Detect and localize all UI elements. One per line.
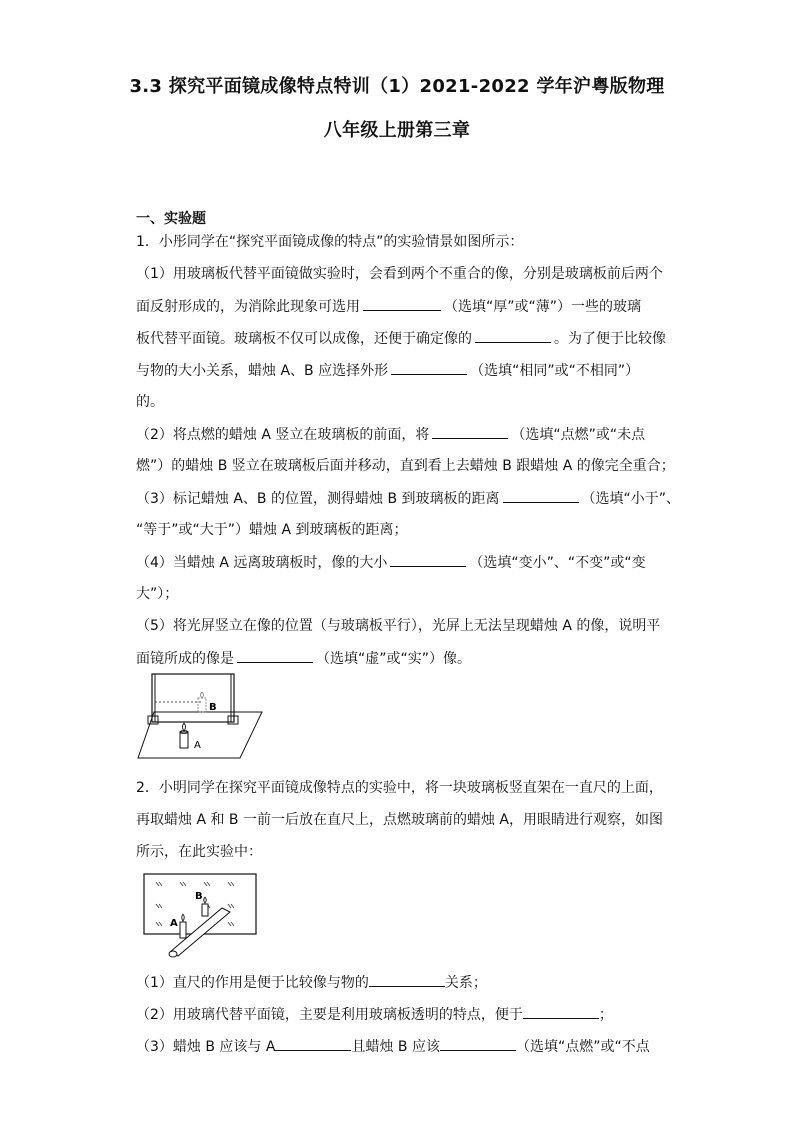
q1-text: （选填“点燃”或“未点 bbox=[511, 427, 646, 443]
q2-text: （1）直尺的作用是便于比较像与物的 bbox=[136, 975, 369, 991]
q2-text: ； bbox=[598, 1007, 613, 1023]
answer-blank[interactable] bbox=[503, 488, 579, 503]
figure-label-b: B bbox=[195, 891, 203, 902]
q2-text: 且蜡烛 B 应该 bbox=[351, 1039, 440, 1055]
answer-blank[interactable] bbox=[475, 328, 551, 343]
q1-text: （选填“虚”或“实”）像。 bbox=[316, 651, 472, 667]
answer-blank[interactable] bbox=[363, 296, 441, 311]
q1-intro: 1．小彤同学在“探究平面镜成像的特点”的实验情景如图所示： bbox=[136, 234, 524, 250]
q2-text: （选填“点燃”或“不点 bbox=[515, 1039, 650, 1055]
q1-text: 面镜所成的像是 bbox=[136, 651, 234, 667]
q1-text: （3）标记蜡烛 A、B 的位置，测得蜡烛 B 到玻璃板的距离 bbox=[136, 491, 500, 507]
q1-line bbox=[136, 328, 666, 349]
q2-text: 关系； bbox=[444, 975, 487, 991]
q1-text: 面反射形成的，为消除此现象可选用 bbox=[136, 299, 360, 315]
q1-text: （选填“厚”或“薄”）一些的玻璃 bbox=[444, 299, 642, 315]
section-heading: 一、实验题 bbox=[136, 211, 206, 227]
q2-line bbox=[136, 1004, 613, 1025]
q2-text: （3）蜡烛 B 应该与 A bbox=[136, 1039, 276, 1055]
q1-text: （4）当蜡烛 A 远离玻璃板时，像的大小 bbox=[136, 555, 388, 571]
figure-label-a: A bbox=[170, 918, 178, 929]
answer-blank[interactable] bbox=[440, 1036, 516, 1051]
q1-line: 大”）； bbox=[136, 586, 179, 602]
q1-mirror-figure bbox=[136, 668, 266, 762]
answer-blank[interactable] bbox=[523, 1004, 599, 1019]
q1-line bbox=[136, 360, 639, 381]
q1-line bbox=[136, 296, 641, 317]
q1-text: 。为了便于比较像 bbox=[554, 331, 666, 347]
q1-line: “等于”或“大于”）蜡烛 A 到玻璃板的距离； bbox=[136, 522, 408, 538]
q2-line: 再取蜡烛 A 和 B 一前一后放在直尺上，点燃玻璃前的蜡烛 A，用眼睛进行观察，如图 bbox=[136, 812, 664, 828]
q1-line: 的。 bbox=[136, 394, 164, 410]
answer-blank[interactable] bbox=[432, 424, 508, 439]
q1-line: （1）用玻璃板代替平面镜做实验时，会看到两个不重合的像，分别是玻璃板前后两个 bbox=[136, 266, 663, 282]
q2-line bbox=[136, 1036, 650, 1057]
q1-text: （选填“相同”或“不相同”） bbox=[470, 363, 640, 379]
q1-line: 燃”）的蜡烛 B 竖立在玻璃板后面并移动，直到看上去蜡烛 B 跟蜡烛 A 的像完全重合； bbox=[136, 458, 675, 474]
q1-line bbox=[136, 648, 471, 669]
q2-line bbox=[136, 972, 487, 993]
q2-text: （2）用玻璃代替平面镜，主要是利用玻璃板透明的特点，便于 bbox=[136, 1007, 523, 1023]
q1-text: （选填“变小”、“不变”或“变 bbox=[469, 555, 646, 571]
q1-line bbox=[136, 488, 680, 509]
q1-text: （2）将点燃的蜡烛 A 竖立在玻璃板的前面，将 bbox=[136, 427, 430, 443]
q1-text: 板代替平面镜。玻璃板不仅可以成像，还便于确定像的 bbox=[136, 331, 472, 347]
answer-blank[interactable] bbox=[369, 972, 445, 987]
page-title-line-2: 八年级上册第三章 bbox=[323, 120, 471, 141]
q1-line bbox=[136, 552, 646, 573]
q1-text: （选填“小于”、 bbox=[581, 491, 681, 507]
q1-line bbox=[136, 424, 645, 445]
q1-line: （5）将光屏竖立在像的位置（与玻璃板平行），光屏上无法呈现蜡烛 A 的像，说明平 bbox=[136, 618, 661, 634]
answer-blank[interactable] bbox=[390, 552, 466, 567]
page-title-line-1: 3.3 探究平面镜成像特点特训（1）2021-2022 学年沪粤版物理 bbox=[129, 76, 665, 97]
q2-line: 2．小明同学在探究平面镜成像特点的实验中，将一块玻璃板竖直架在一直尺的上面， bbox=[136, 780, 663, 796]
q2-line: 所示，在此实验中： bbox=[136, 844, 262, 860]
q1-text: 与物的大小关系，蜡烛 A、B 应选择外形 bbox=[136, 363, 389, 379]
answer-blank[interactable] bbox=[237, 648, 313, 663]
answer-blank[interactable] bbox=[391, 360, 467, 375]
answer-blank[interactable] bbox=[275, 1036, 351, 1051]
figure-label-b: B bbox=[209, 702, 217, 713]
figure-label-a: A bbox=[194, 740, 201, 751]
q2-ruler-figure bbox=[140, 868, 260, 960]
